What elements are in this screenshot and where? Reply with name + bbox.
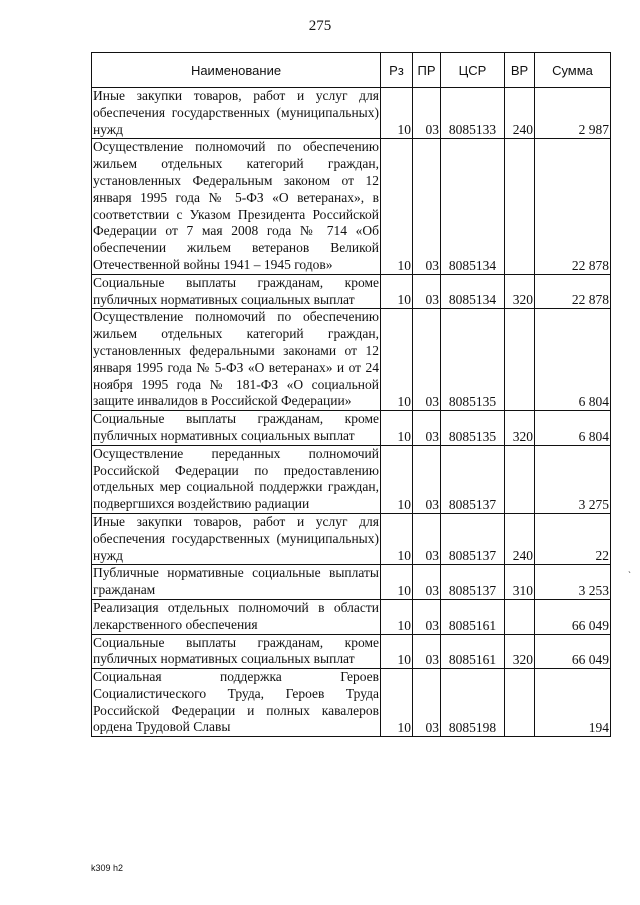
row-name: Осуществление полномочий по обеспечению жильем отдельных категорий граждан, установленных федеральными законами от 12 января 1995 года № 5-ФЗ «О ветеранах» и от 24 ноября 1995 года № 181-ФЗ «О социальной защите инвалидов в Российской Федерации» <box>92 309 381 411</box>
table-row <box>92 669 611 737</box>
header-vr: ВР <box>505 53 535 88</box>
row-vr: 240 <box>505 88 535 139</box>
footer-code: k309 h2 <box>91 863 124 873</box>
margin-mark: ` <box>628 570 631 580</box>
row-sum: 66 049 <box>535 599 611 634</box>
row-vr: 310 <box>505 565 535 600</box>
row-rz: 10 <box>381 445 413 513</box>
row-vr <box>505 599 535 634</box>
row-pr: 03 <box>413 565 441 600</box>
table-row <box>92 139 611 274</box>
row-name: Иные закупки товаров, работ и услуг для обеспечения государственных (муниципальных) нужд <box>92 88 381 139</box>
row-pr: 03 <box>413 513 441 564</box>
row-csr: 8085134 <box>441 139 505 274</box>
row-csr: 8085133 <box>441 88 505 139</box>
row-pr: 03 <box>413 309 441 411</box>
row-rz: 10 <box>381 565 413 600</box>
row-name: Публичные нормативные социальные выплаты гражданам <box>92 565 381 600</box>
row-csr: 8085137 <box>441 565 505 600</box>
row-pr: 03 <box>413 411 441 446</box>
row-pr: 03 <box>413 669 441 737</box>
row-vr <box>505 309 535 411</box>
table-row <box>92 309 611 411</box>
row-vr <box>505 445 535 513</box>
row-rz: 10 <box>381 139 413 274</box>
header-csr: ЦСР <box>441 53 505 88</box>
header-sum: Сумма <box>535 53 611 88</box>
header-name: Наименование <box>92 53 381 88</box>
row-vr: 320 <box>505 274 535 309</box>
row-vr <box>505 139 535 274</box>
row-name: Социальные выплаты гражданам, кроме публичных нормативных социальных выплат <box>92 274 381 309</box>
row-csr: 8085161 <box>441 634 505 669</box>
row-csr: 8085137 <box>441 513 505 564</box>
row-name: Социальные выплаты гражданам, кроме публичных нормативных социальных выплат <box>92 634 381 669</box>
row-vr <box>505 669 535 737</box>
row-sum: 66 049 <box>535 634 611 669</box>
table-row <box>92 88 611 139</box>
row-sum: 22 878 <box>535 274 611 309</box>
row-csr: 8085134 <box>441 274 505 309</box>
row-name: Социальная поддержка Героев Социалистического Труда, Героев Труда Российской Федерации и полных кавалеров ордена Трудовой Славы <box>92 669 381 737</box>
table-row <box>92 599 611 634</box>
row-pr: 03 <box>413 634 441 669</box>
row-csr: 8085198 <box>441 669 505 737</box>
row-csr: 8085137 <box>441 445 505 513</box>
table-row <box>92 411 611 446</box>
row-name: Иные закупки товаров, работ и услуг для обеспечения государственных (муниципальных) нужд <box>92 513 381 564</box>
row-csr: 8085161 <box>441 599 505 634</box>
row-sum: 22 <box>535 513 611 564</box>
table-row <box>92 513 611 564</box>
row-pr: 03 <box>413 139 441 274</box>
row-name: Осуществление переданных полномочий Российской Федерации по предоставлению отдельных мер социальной поддержки граждан, подвергшихся воздействию радиации <box>92 445 381 513</box>
page-number: 275 <box>308 18 332 34</box>
row-pr: 03 <box>413 274 441 309</box>
row-pr: 03 <box>413 599 441 634</box>
row-sum: 6 804 <box>535 411 611 446</box>
row-rz: 10 <box>381 88 413 139</box>
row-name: Осуществление полномочий по обеспечению жильем отдельных категорий граждан, установленных Федеральным законом от 12 января 1995 года № 5-ФЗ «О ветеранах», в соответствии с Указом Президента Российской Федерации от 7 мая 2008 года № 714 «Об обеспечении жильем ветеранов Великой Отечественной войны 1941 – 1945 годов» <box>92 139 381 274</box>
table-row <box>92 634 611 669</box>
row-rz: 10 <box>381 669 413 737</box>
table-header-row <box>92 53 611 88</box>
row-csr: 8085135 <box>441 411 505 446</box>
row-sum: 194 <box>535 669 611 737</box>
row-sum: 22 878 <box>535 139 611 274</box>
row-name: Реализация отдельных полномочий в области лекарственного обеспечения <box>92 599 381 634</box>
row-vr: 320 <box>505 634 535 669</box>
row-vr: 240 <box>505 513 535 564</box>
row-rz: 10 <box>381 634 413 669</box>
row-rz: 10 <box>381 411 413 446</box>
table-row <box>92 565 611 600</box>
row-sum: 2 987 <box>535 88 611 139</box>
row-pr: 03 <box>413 445 441 513</box>
row-pr: 03 <box>413 88 441 139</box>
row-csr: 8085135 <box>441 309 505 411</box>
row-name: Социальные выплаты гражданам, кроме публичных нормативных социальных выплат <box>92 411 381 446</box>
table-row <box>92 274 611 309</box>
row-sum: 3 253 <box>535 565 611 600</box>
row-rz: 10 <box>381 599 413 634</box>
row-rz: 10 <box>381 309 413 411</box>
budget-table <box>91 52 611 737</box>
table-row <box>92 445 611 513</box>
header-rz: Рз <box>381 53 413 88</box>
row-rz: 10 <box>381 513 413 564</box>
row-vr: 320 <box>505 411 535 446</box>
row-sum: 3 275 <box>535 445 611 513</box>
row-rz: 10 <box>381 274 413 309</box>
header-pr: ПР <box>413 53 441 88</box>
row-sum: 6 804 <box>535 309 611 411</box>
